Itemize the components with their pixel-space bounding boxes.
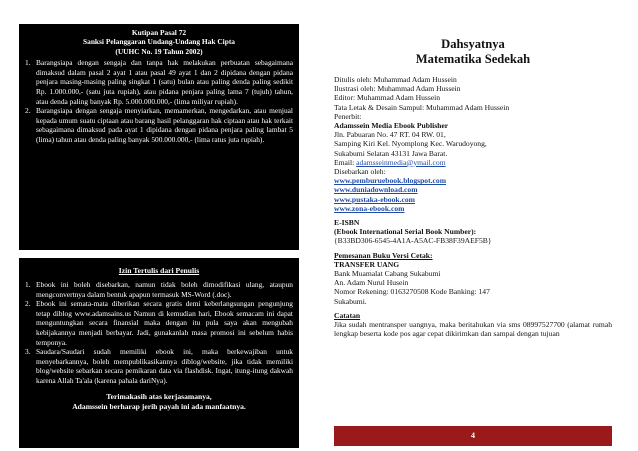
distributor-link[interactable]: www.duniadownload.com: [334, 185, 418, 195]
page-number-bar: [334, 426, 612, 446]
list-item: 2. Ebook ini semata-mata diberikan secara gratis demi keberlangsungan pengunjung tetap diblog www.adamsains.us Namun di kemudian hari, Ebook semacam ini dapat menguntungkan secara finansial maka dengan itu pula saya akan mengubah kebijakannya menjadi berbayar. Jadi, gunakanlah masa promosi ini sebelum habis temponya.: [25, 299, 293, 347]
list-item: 1. Barangsiapa dengan sengaja dan tanpa hak melakukan perbuatan sebagaimana dimaksud dalam pasal 2 ayat 1 atau pasal 49 ayat 1 dan 2 dipidana dengan pidana penjara masing-masing paling singkat 1 (satu) bulan atau paling denda paling sedikit Rp. 1.000.000,- (satu juta rupiah), atau pidana penjara paling lama 7 (tujuh) tahun, atau denda paling banyak Rp. 5.000.000.000,- (lima miliyar rupiah).: [25, 58, 293, 106]
distributor-link[interactable]: www.pustaka-ebook.com: [334, 194, 416, 204]
book-info-column: [334, 0, 612, 338]
list-item: 2. Barangsiapa dengan sengaja menyiarkan, memamerkan, mengedarkan, atau menjual kepada umum suatu ciptaan atau barang hasil pelanggaran hak ciptaan atau hak terkait sebagaimana dimaksud pada ayat 1 dipidana dengan pidana penjara paling lambat 5 (lima) tahun atau denda paling banyak 500.000.000,- (lima ratus juta rupiah).: [25, 106, 293, 144]
note-title: Catatan: [334, 310, 361, 320]
eisbn-value: {B33BD306-6545-4A1A-A5AC-FB38F39AEF5B}: [334, 236, 492, 246]
list-item: 1. Ebook ini boleh disebarkan, namun tidak boleh dimodifikasi ulang, ataupun mengconvertnya dalam bentuk apapun termasuk MS-Word (.doc).: [25, 280, 293, 299]
email-link[interactable]: adamsseinmedia@ymail.com: [356, 157, 446, 167]
author-permission-box: [19, 258, 299, 448]
note-text: Jika sudah mentransper uangnya, maka beritahukan via sms 08997527700 (alamat rumah lengkap beserta kode pos agar cepat dikirimkan dan sampai dengan tujuan: [334, 320, 612, 339]
distributor-link[interactable]: www.pemburuebook.blogspot.com: [334, 176, 447, 186]
sanctions-list: [25, 58, 293, 144]
list-item: 3. Saudara/Saudari sudah memiliki ebook ini, maka berkewajiban untuk menyebarkannya, boleh mempublikasikannya diblog/website, jika tidak memiliki blog/website sebarkan secara pemikaran data via flashdisk. Ingat, itung-itung dakwah karena Allah Ta'ala (karena pahala dariNya).: [25, 347, 293, 385]
sanctions-title: Kutipan Pasal 72 Sanksi Pelanggaran Undang-Undang Hak Cipta (UUHC No. 19 Tahun 2002): [83, 28, 235, 56]
order-title: Pemesanan Buku Versi Cetak:: [334, 250, 433, 260]
permission-title: Izin Tertulis dari Penulis: [118, 266, 200, 275]
thanks-note: Terimakasih atas kerjasamanya, Adamssein berharap jerih payah ini ada manfaatnya.: [72, 391, 246, 411]
eisbn-title: E-ISBN: [334, 218, 360, 228]
permission-list: [25, 280, 293, 386]
page-number: 4: [471, 431, 475, 440]
credits: Ditulis oleh: Muhammad Adam Hussein Ilustrasi oleh: Muhammad Adam Hussein Editor: Muhammad Adam Hussein Tata Letak & Desain Sampul: Muhammad Adam Hussein Penerbit:: [334, 75, 510, 121]
email-line: Email: adamsseinmedia@ymail.com: [334, 157, 446, 167]
publisher-address: Jln. Pabuaran No. 47 RT. 04 RW. 01, Samping Kiri Kel. Nyomplong Kec. Warudoyong, Sukabumi Selatan 43131 Jawa Barat.: [334, 130, 487, 158]
transfer-label: TRANSFER UANG: [334, 259, 400, 269]
copyright-sanctions-box: [19, 24, 299, 250]
eisbn-subtitle: (Ebook International Serial Book Number):: [334, 227, 477, 237]
publisher-name: Adamssein Media Ebook Publisher: [334, 121, 449, 131]
distributed-label: Disebarkan oleh:: [334, 167, 386, 177]
distributor-link[interactable]: www.zona-ebook.com: [334, 203, 405, 213]
bank-details: Bank Muamalat Cabang Sukabumi An. Adam Nurul Husein Nomor Rekening: 0163270508 Kode Banking: 147 Sukabumi.: [334, 269, 490, 306]
book-title: Dahsyatnya Matematika Sedekah: [415, 37, 531, 66]
